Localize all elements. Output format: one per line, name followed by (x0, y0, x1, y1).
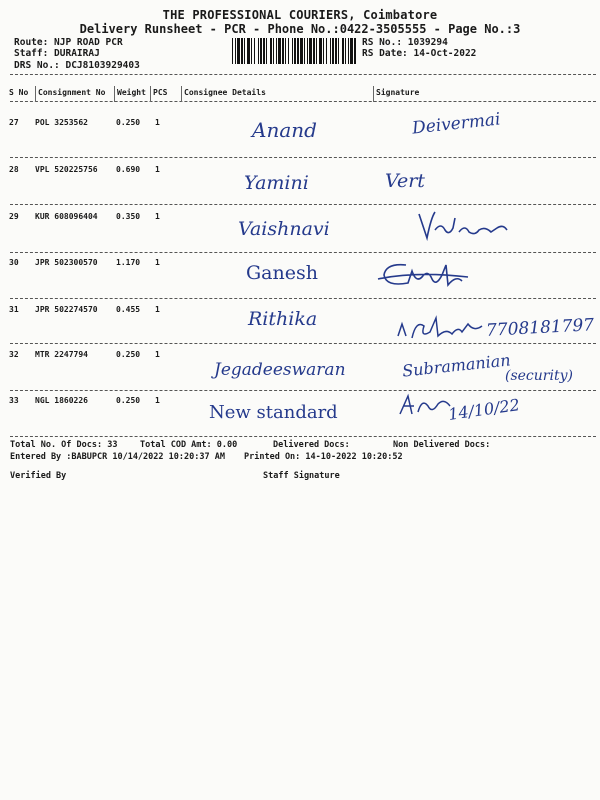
col-pcs: PCS (153, 88, 168, 97)
row-weight: 0.455 (116, 305, 141, 314)
row-pcs: 1 (155, 305, 160, 314)
col-separator (35, 86, 36, 102)
printed-on: Printed On: 14-10-2022 10:20:52 (244, 452, 403, 462)
row-sno: 30 (9, 258, 19, 267)
row-consignment: POL 3253562 (35, 118, 88, 127)
col-separator (150, 86, 151, 102)
row-divider (10, 436, 596, 437)
recipient-phone: 7708181797 (485, 315, 595, 341)
consignee-name: Jegadeeswaran (214, 360, 346, 380)
barcode-bar (332, 38, 334, 64)
row-sno: 32 (9, 350, 19, 359)
header-divider (10, 74, 596, 75)
row-divider (10, 343, 596, 344)
recipient-signature-note: (security) (505, 368, 573, 384)
barcode-bar (342, 38, 344, 64)
consignee-name: Rithika (248, 308, 318, 330)
barcode-bar (335, 38, 337, 64)
recipient-signature-scribble (415, 208, 515, 246)
row-divider (10, 298, 596, 299)
row-weight: 0.250 (116, 396, 141, 405)
barcode-bar (316, 38, 317, 64)
barcode-bar (260, 38, 262, 64)
staff-signature-label: Staff Signature (263, 471, 340, 481)
barcode-bar (232, 38, 233, 64)
consignee-name: New standard (209, 402, 338, 423)
row-sno: 33 (9, 396, 19, 405)
row-divider (10, 157, 596, 158)
barcode-bar (278, 38, 281, 64)
rs-number: RS No.: 1039294 (362, 37, 448, 48)
row-sno: 27 (9, 118, 19, 127)
barcode-bar (258, 38, 259, 64)
staff-label: Staff: DURAIRAJ (14, 48, 100, 59)
barcode-bar (235, 38, 236, 64)
col-signature: Signature (376, 88, 420, 97)
barcode-bar (288, 38, 289, 64)
row-consignment: NGL 1860226 (35, 396, 88, 405)
row-weight: 0.250 (116, 350, 141, 359)
rs-date: RS Date: 14-Oct-2022 (362, 48, 477, 59)
col-sno: S No (9, 88, 29, 97)
verified-by-label: Verified By (10, 471, 67, 481)
barcode-bar (247, 38, 250, 64)
row-consignment: MTR 2247794 (35, 350, 88, 359)
consignee-name: Yamini (244, 172, 309, 194)
barcode-bar (270, 38, 272, 64)
row-divider (10, 252, 596, 253)
row-consignment: JPR 502274570 (35, 305, 98, 314)
barcode-bar (313, 38, 315, 64)
recipient-signature: Vert (385, 170, 425, 192)
row-weight: 1.170 (116, 258, 141, 267)
recipient-signature-scribble (376, 257, 476, 293)
col-consignee: Consignee Details (184, 88, 266, 97)
barcode-bar (330, 38, 331, 64)
barcode-bar (354, 38, 356, 64)
row-consignment: JPR 502300570 (35, 258, 98, 267)
col-consignment: Consignment No (38, 88, 106, 97)
barcode-image (230, 38, 358, 64)
col-separator (181, 86, 182, 102)
runsheet-title: THE PROFESSIONAL COURIERS, Coimbatore (162, 8, 438, 22)
recipient-signature: Subramanian (401, 350, 512, 381)
recipient-signature-scribble (396, 312, 486, 344)
barcode-bar (276, 38, 277, 64)
barcode-bar (309, 38, 312, 64)
entered-by: Entered By :BABUPCR 10/14/2022 10:20:37 AM (10, 452, 225, 462)
barcode-bar (266, 38, 267, 64)
barcode-bar (348, 38, 349, 64)
row-divider (10, 390, 596, 391)
col-separator (373, 86, 374, 102)
consignee-name: Ganesh (246, 262, 318, 284)
row-consignment: KUR 608096404 (35, 212, 98, 221)
row-pcs: 1 (155, 212, 160, 221)
row-pcs: 1 (155, 118, 160, 127)
row-sno: 28 (9, 165, 19, 174)
row-sno: 31 (9, 305, 19, 314)
row-sno: 29 (9, 212, 19, 221)
route-label: Route: NJP ROAD PCR (14, 37, 123, 48)
barcode-bar (304, 38, 305, 64)
row-weight: 0.250 (116, 118, 141, 127)
barcode-bar (326, 38, 327, 64)
row-weight: 0.350 (116, 212, 141, 221)
barcode-bar (297, 38, 299, 64)
col-separator (114, 86, 115, 102)
column-header-divider (10, 101, 596, 102)
row-divider (10, 204, 596, 205)
barcode-bar (345, 38, 346, 64)
barcode-bar (323, 38, 324, 64)
barcode-bar (254, 38, 255, 64)
barcode-bar (319, 38, 322, 64)
recipient-signature-date: 14/10/22 (447, 395, 521, 424)
row-pcs: 1 (155, 258, 160, 267)
barcode-bar (292, 38, 293, 64)
row-pcs: 1 (155, 350, 160, 359)
barcode-bar (338, 38, 339, 64)
row-consignment: VPL 520225756 (35, 165, 98, 174)
barcode-bar (307, 38, 308, 64)
row-pcs: 1 (155, 165, 160, 174)
total-docs: Total No. Of Docs: 33 (10, 440, 118, 450)
barcode-bar (241, 38, 243, 64)
recipient-signature: Deivermai (411, 109, 502, 139)
consignee-name: Anand (252, 118, 317, 142)
row-pcs: 1 (155, 396, 160, 405)
barcode-bar (263, 38, 265, 64)
barcode-bar (282, 38, 284, 64)
barcode-bar (285, 38, 286, 64)
row-weight: 0.690 (116, 165, 141, 174)
delivered-docs: Delivered Docs: (273, 440, 350, 450)
drs-number: DRS No.: DCJ8103929403 (14, 60, 140, 71)
non-delivered-docs: Non Delivered Docs: (393, 440, 491, 450)
barcode-bar (244, 38, 245, 64)
barcode-bar (251, 38, 252, 64)
barcode-bar (237, 38, 240, 64)
consignee-name: Vaishnavi (238, 218, 330, 240)
col-weight: Weight (117, 88, 146, 97)
total-cod: Total COD Amt: 0.00 (140, 440, 238, 450)
barcode-bar (300, 38, 303, 64)
barcode-bar (350, 38, 353, 64)
barcode-bar (273, 38, 274, 64)
runsheet-subtitle: Delivery Runsheet - PCR - Phone No.:0422-3505555 - Page No.:3 (79, 22, 521, 36)
barcode-bar (294, 38, 296, 64)
